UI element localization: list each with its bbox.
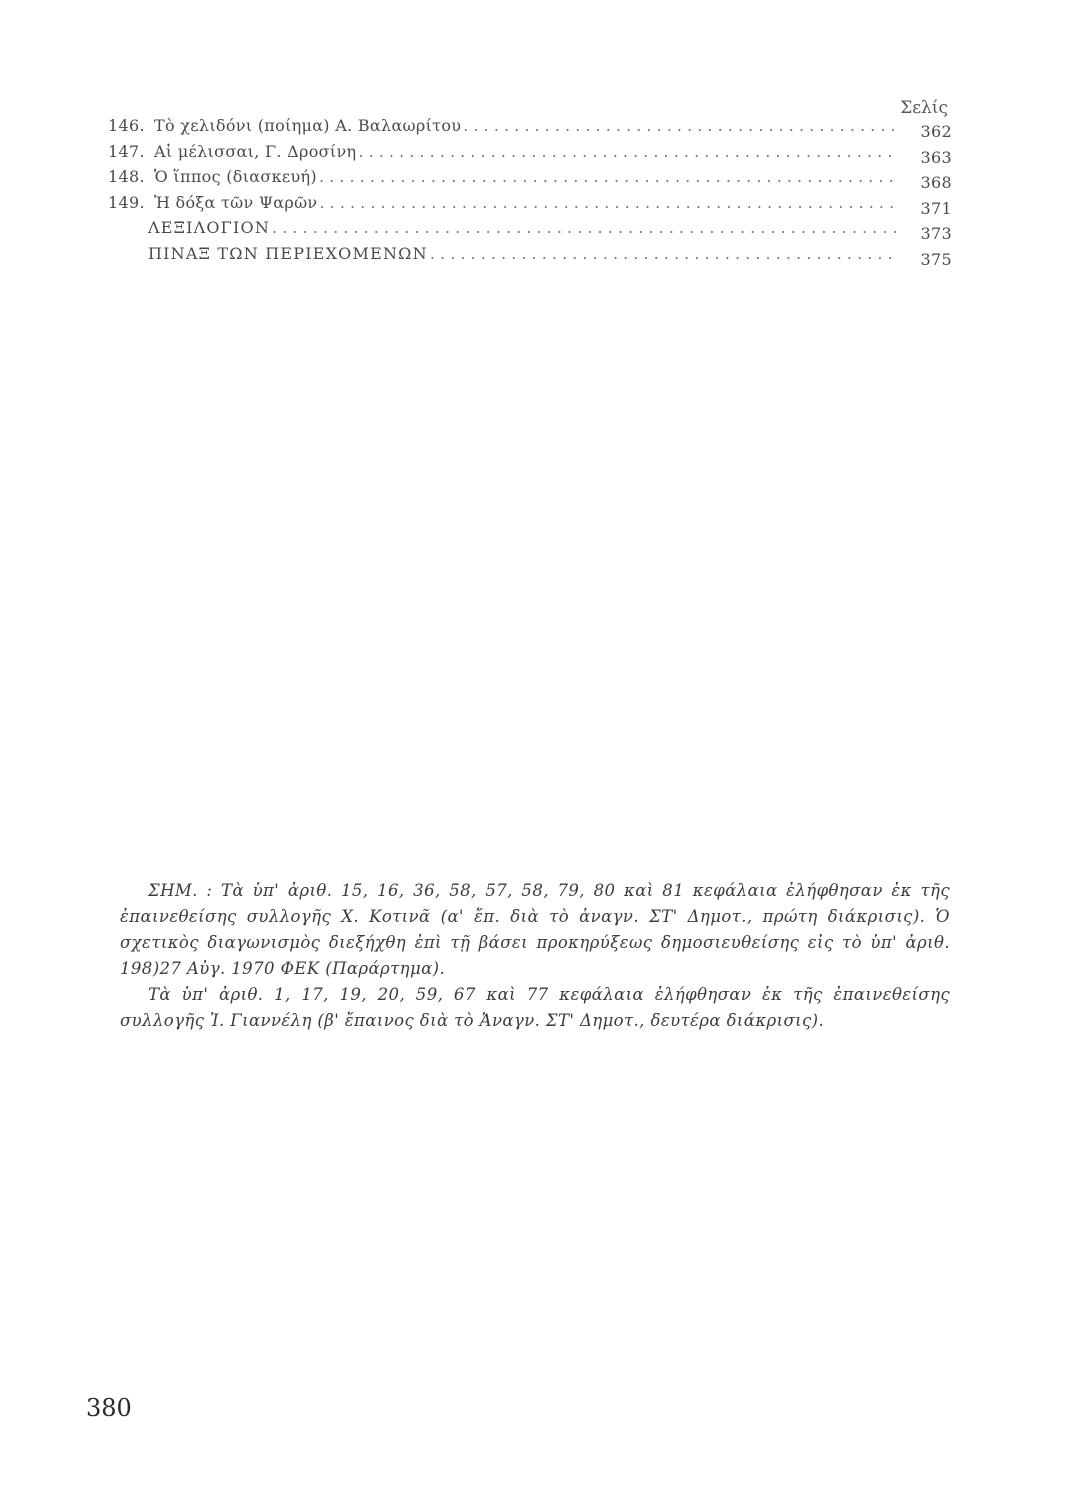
toc-entry-page: 362	[920, 122, 952, 141]
table-of-contents	[108, 116, 952, 269]
toc-entry-number: 146.	[108, 116, 145, 135]
toc-entry-number: 149.	[108, 192, 145, 212]
editorial-note	[120, 878, 950, 1034]
page-number: 380	[86, 1394, 132, 1422]
toc-entry	[108, 244, 952, 270]
toc-entry	[108, 193, 952, 219]
toc-entry	[108, 116, 952, 142]
dot-leader	[319, 193, 896, 212]
note-paragraph: ΣΗΜ. : Τὰ ὑπ' ἀριθ. 15, 16, 36, 58, 57, 58, 79, 80 καὶ 81 κεφάλαια ἐλήφθησαν ἐκ τῆς ἐπαινεθείσης συλλογῆς Χ. Κοτινᾶ (α' ἔπ. διὰ τὸ ἀναγν. ΣΤ' Δημοτ., πρώτη διάκρισις). Ὁ σχετικὸς διαγωνισμὸς διεξήχθη ἐπὶ τῇ βάσει προκηρύξεως δημοσιευθείσης εἰς τὸ ὑπ' ἀριθ. 198)27 Αὐγ. 1970 ΦΕΚ (Παράρτημα).	[120, 881, 950, 978]
toc-entry-title: Ὁ ἵππος (διασκευή)	[154, 167, 317, 186]
toc-entry	[108, 167, 952, 193]
toc-entry-page: 373	[920, 224, 952, 243]
dot-leader	[272, 218, 896, 237]
page-column-header: Σελίς	[900, 98, 948, 118]
toc-entry-page: 368	[920, 173, 952, 192]
note-paragraph: Τὰ ὑπ' ἀριθ. 1, 17, 19, 20, 59, 67 καὶ 77 κεφάλαια ἐλήφθησαν ἐκ τῆς ἐπαινεθείσης συλλογῆς Ἰ. Γιαννέλη (β' ἔπαινος διὰ τὸ Ἀναγν. ΣΤ' Δημοτ., δευτέρα διάκρισις).	[120, 985, 950, 1030]
toc-entry	[108, 142, 952, 168]
toc-entry-number: 148.	[108, 167, 145, 186]
dot-leader	[358, 142, 896, 161]
toc-entry-title: Τὸ χελιδόνι (ποίημα) Α. Βαλαωρίτου	[154, 116, 462, 135]
toc-entry-title: ΠΙΝΑΞ ΤΩΝ ΠΕΡΙΕΧΟΜΕΝΩΝ	[148, 243, 428, 263]
toc-entry-page: 375	[920, 249, 952, 269]
toc-entry-title: ΛΕΞΙΛΟΓΙΟΝ	[148, 218, 271, 237]
toc-entry-page: 371	[920, 198, 952, 218]
dot-leader	[430, 244, 896, 263]
toc-entry-title: Αἱ μέλισσαι, Γ. Δροσίνη	[154, 141, 357, 161]
toc-entry	[108, 218, 952, 244]
dot-leader	[319, 167, 896, 186]
dot-leader	[463, 116, 896, 135]
toc-entry-title: Ἡ δόξα τῶν Ψαρῶν	[154, 192, 318, 212]
toc-entry-page: 363	[920, 147, 952, 167]
toc-entry-number: 147.	[108, 141, 145, 161]
